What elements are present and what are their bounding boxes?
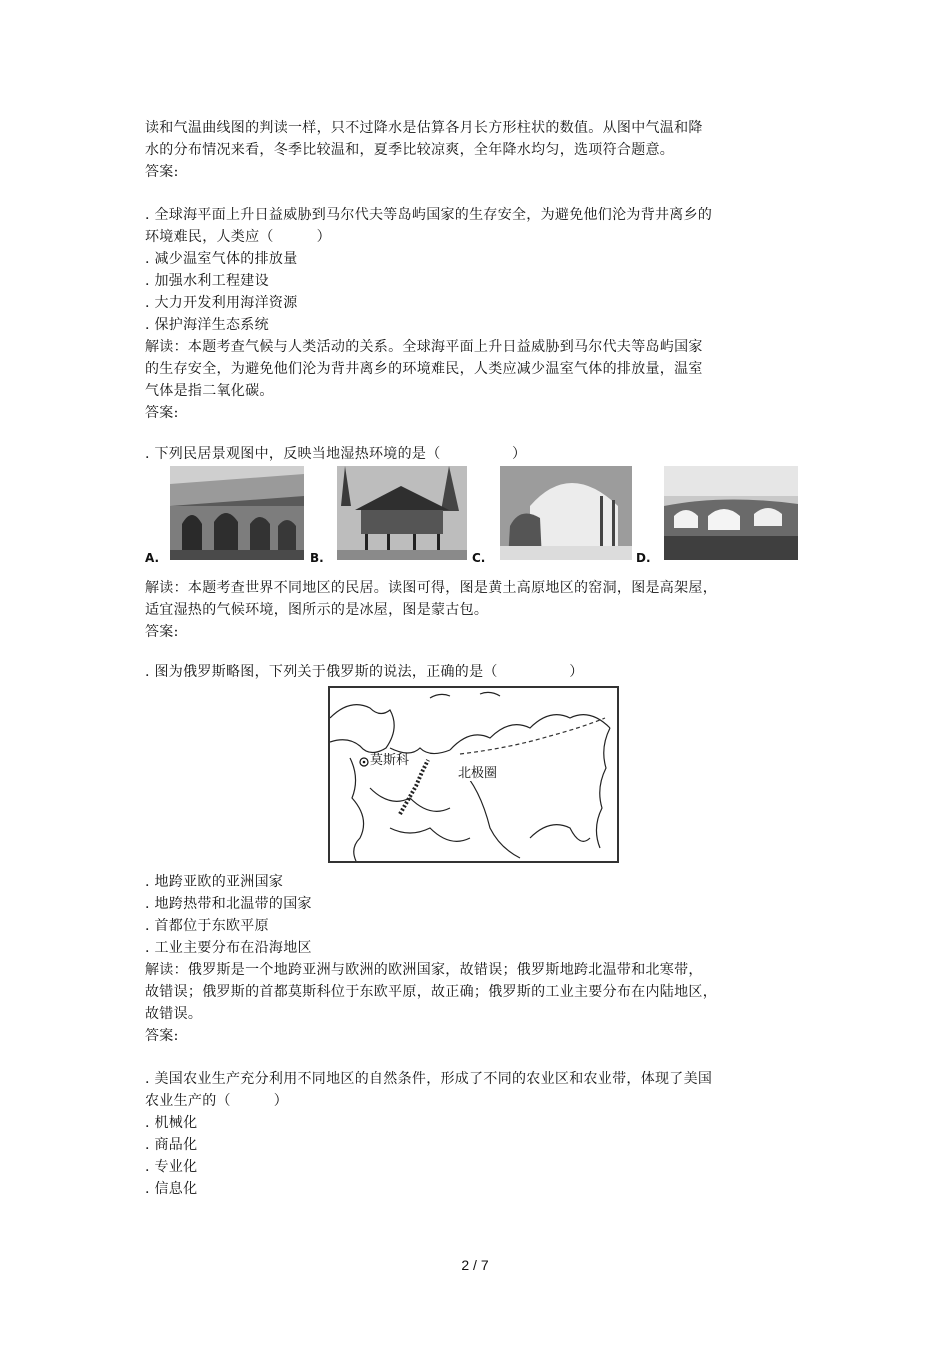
q1-explanation-1: 解读：本题考查气候与人类活动的关系。全球海平面上升日益威胁到马尔代夫等岛屿国家 [145, 339, 703, 355]
photo-c-label: C. [472, 551, 486, 565]
q3-stem: . 图为俄罗斯略图，下列关于俄罗斯的说法，正确的是（ ） [145, 664, 584, 680]
intro-line-2: 水的分布情况来看，冬季比较温和，夏季比较凉爽，全年降水均匀，选项符合题意。 [145, 142, 675, 158]
q1-option-c: . 大力开发利用海洋资源 [145, 295, 298, 311]
q1-explanation-2: 的生存安全，为避免他们沦为背井离乡的环境难民，人类应减少温室气体的排放量，温室 [145, 361, 703, 377]
map-label-moscow: 莫斯科 [370, 753, 410, 768]
photo-a-cave-dwelling [170, 466, 304, 560]
q4-option-b: . 商品化 [145, 1137, 198, 1153]
q3-explanation-3: 故错误。 [145, 1006, 203, 1022]
intro-line-1: 读和气温曲线图的判读一样，只不过降水是估算各月长方形柱状的数值。从图中气温和降 [145, 120, 703, 136]
q2-explanation-1: 解读：本题考查世界不同地区的民居。读图可得，图是黄土高原地区的窑洞，图是高架屋， [145, 580, 717, 596]
q3-option-b: . 地跨热带和北温带的国家 [145, 896, 312, 912]
q2-stem: . 下列民居景观图中，反映当地湿热环境的是（ ） [145, 446, 527, 462]
intro-answer: 答案: [145, 164, 179, 180]
q4-stem-line-1: . 美国农业生产充分利用不同地区的自然条件，形成了不同的农业区和农业带，体现了美国 [145, 1071, 713, 1087]
q3-option-a: . 地跨亚欧的亚洲国家 [145, 874, 284, 890]
photo-d-label: D. [636, 551, 651, 565]
q2-explanation-2: 适宜湿热的气候环境，图所示的是冰屋，图是蒙古包。 [145, 602, 489, 618]
q3-option-d: . 工业主要分布在沿海地区 [145, 940, 312, 956]
q1-option-a: . 减少温室气体的排放量 [145, 251, 298, 267]
photo-d-yurt [664, 466, 798, 560]
photo-a-label: A. [145, 551, 160, 565]
q4-option-d: . 信息化 [145, 1181, 198, 1197]
q1-stem-line-1: . 全球海平面上升日益威胁到马尔代夫等岛屿国家的生存安全，为避免他们沦为背井离乡的 [145, 207, 713, 223]
q2-answer: 答案: [145, 624, 179, 640]
q1-option-d: . 保护海洋生态系统 [145, 317, 269, 333]
photo-c-igloo [500, 466, 632, 560]
map-label-arctic-circle: 北极圈 [458, 766, 498, 781]
q3-option-c: . 首都位于东欧平原 [145, 918, 269, 934]
q3-explanation-2: 故错误；俄罗斯的首都莫斯科位于东欧平原，故正确；俄罗斯的工业主要分布在内陆地区， [145, 984, 717, 1000]
q1-answer: 答案: [145, 405, 179, 421]
photo-b-stilt-house [337, 466, 467, 560]
q3-explanation-1: 解读：俄罗斯是一个地跨亚洲与欧洲的欧洲国家，故错误；俄罗斯地跨北温带和北寒带， [145, 962, 703, 978]
q1-stem-line-2: 环境难民，人类应（ ） [145, 229, 331, 245]
russia-sketch-map [328, 686, 619, 863]
q1-option-b: . 加强水利工程建设 [145, 273, 269, 289]
q4-option-a: . 机械化 [145, 1115, 198, 1131]
q4-stem-line-2: 农业生产的（ ） [145, 1093, 288, 1109]
q4-option-c: . 专业化 [145, 1159, 198, 1175]
page-number: 2 / 7 [461, 1257, 489, 1273]
q3-answer: 答案: [145, 1028, 179, 1044]
photo-b-label: B. [310, 551, 324, 565]
q1-explanation-3: 气体是指二氧化碳。 [145, 383, 274, 399]
